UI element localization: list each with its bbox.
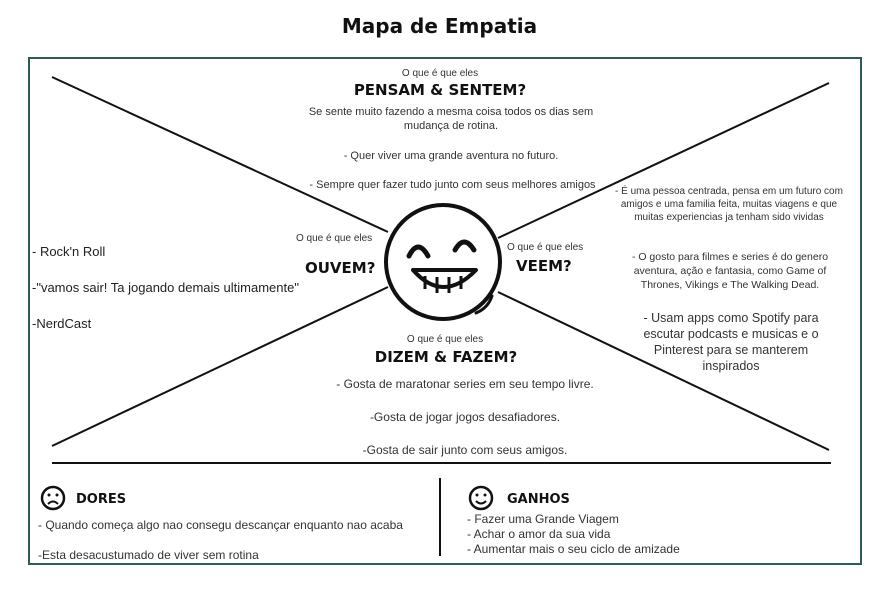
left-item-3: -NerdCast bbox=[32, 316, 92, 331]
smiley-face-icon bbox=[386, 205, 500, 319]
left-item-2: -"vamos sair! Ta jogando demais ultimamente" bbox=[32, 280, 299, 295]
top-item-2: - Quer viver uma grande aventura no futuro. bbox=[343, 150, 559, 162]
bottom-item-1: - Gosta de maratonar series em seu tempo livre. bbox=[336, 377, 594, 391]
top-item-3: - Sempre quer fazer tudo junto com seus melhores amigos bbox=[309, 179, 596, 191]
page-title: Mapa de Empatia bbox=[341, 14, 538, 38]
right-heading: VEEM? bbox=[516, 257, 572, 275]
dores-title: DORES bbox=[76, 492, 127, 507]
left-item-1: - Rock'n Roll bbox=[32, 244, 106, 259]
right-prefix: O que é que eles bbox=[507, 242, 584, 253]
sad-face-icon bbox=[42, 487, 64, 509]
right-item-2: - O gosto para filmes e series é do genero aventura, ação e fantasia, como Game of Thrones, Vikings e The Walking Dead. bbox=[631, 251, 829, 291]
bottom-item-3: -Gosta de sair junto com seus amigos. bbox=[362, 443, 568, 457]
bottom-item-2: -Gosta de jogar jogos desafiadores. bbox=[369, 410, 561, 424]
left-heading: OUVEM? bbox=[305, 259, 376, 277]
ganhos-item-2: - Achar o amor da sua vida bbox=[467, 527, 611, 541]
ganhos-item-3: - Aumentar mais o seu ciclo de amizade bbox=[467, 542, 680, 556]
dores-item-2: -Esta desacustumado de viver sem rotina bbox=[38, 548, 259, 562]
top-heading: PENSAM & SENTEM? bbox=[353, 81, 527, 99]
ganhos-item-1: - Fazer uma Grande Viagem bbox=[467, 512, 619, 526]
happy-face-icon bbox=[470, 487, 492, 509]
ganhos-title: GANHOS bbox=[507, 492, 570, 507]
top-item-1: Se sente muito fazendo a mesma coisa todos os dias sem mudança de rotina. bbox=[308, 106, 594, 132]
right-item-3: - Usam apps como Spotify para escutar podcasts e musicas e o Pinterest para se manterem inspirados bbox=[643, 311, 819, 373]
bottom-prefix: O que é que eles bbox=[406, 334, 484, 345]
bottom-heading: DIZEM & FAZEM? bbox=[374, 348, 518, 366]
top-prefix: O que é que eles bbox=[401, 68, 479, 79]
dores-item-1: - Quando começa algo nao consegu descançar enquanto nao acaba bbox=[38, 518, 403, 532]
left-prefix: O que é que eles bbox=[296, 233, 373, 244]
right-item-1: - É uma pessoa centrada, pensa em um futuro com amigos e uma familia feita, muitas viagens e que muitas experiencias ja tenham sido vividas bbox=[615, 186, 843, 223]
